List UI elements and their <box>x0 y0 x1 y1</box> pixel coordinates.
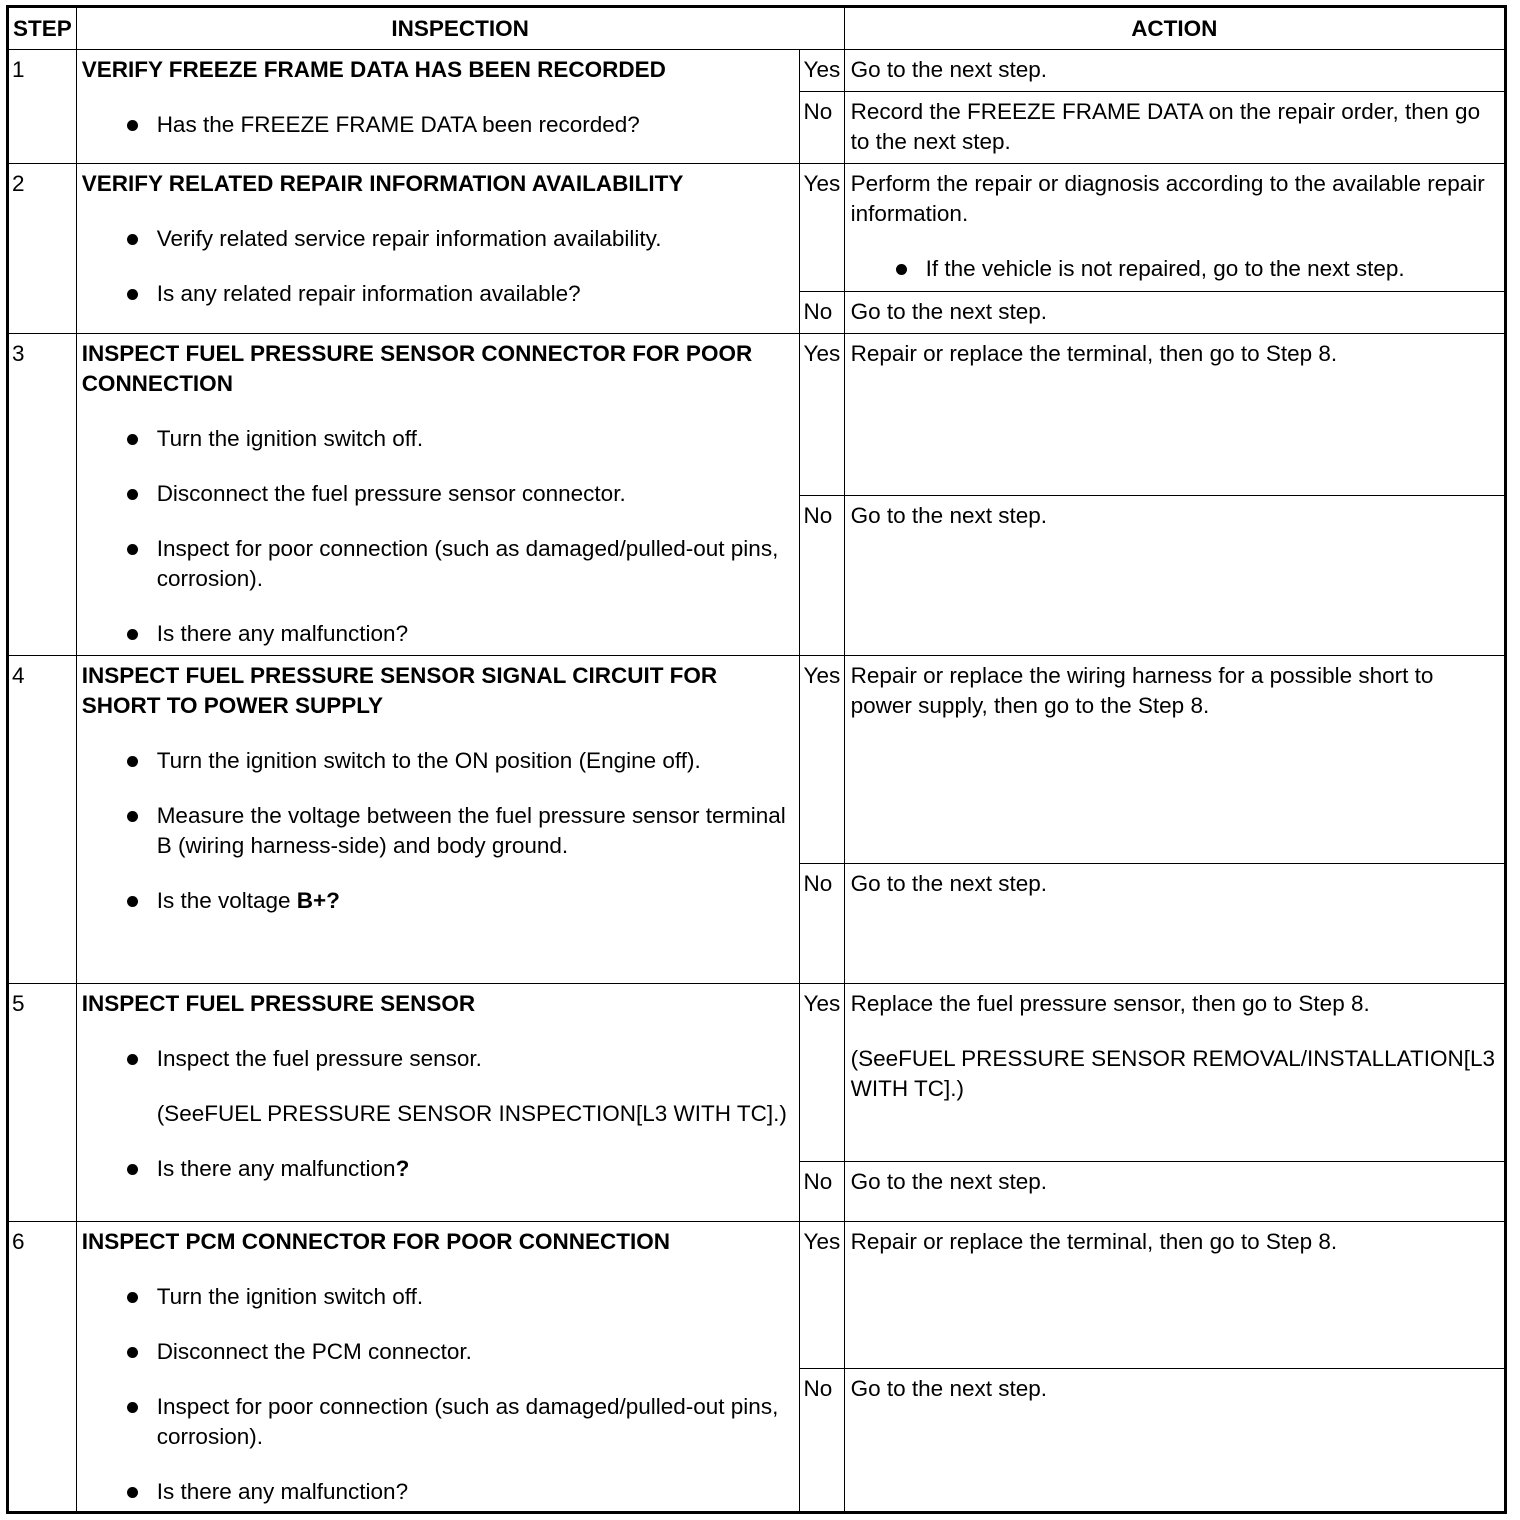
no-label: No <box>799 292 844 334</box>
step-inspection <box>76 50 799 164</box>
no-label: No <box>799 1162 844 1222</box>
yes-action: Go to the next step. <box>844 50 1505 92</box>
bullet-item: Is there any malfunction? <box>82 619 789 649</box>
bullet-item <box>82 1154 789 1184</box>
no-label: No <box>799 864 844 984</box>
no-label: No <box>799 1368 844 1513</box>
inspection-bullets <box>82 1154 789 1184</box>
step-inspection <box>76 1222 799 1513</box>
header-inspection: INSPECTION <box>76 7 844 50</box>
diagnostic-table <box>6 5 1507 1514</box>
yes-action: Repair or replace the terminal, then go to Step 8. <box>844 1222 1505 1369</box>
step-number: 1 <box>8 50 77 164</box>
diagnostic-procedure-sheet <box>6 5 1507 1514</box>
bullet-emphasis: B+? <box>296 888 340 913</box>
yes-label: Yes <box>799 1222 844 1369</box>
bullet-item: Inspect the fuel pressure sensor. <box>82 1044 789 1074</box>
yes-action: Replace the fuel pressure sensor, then go to Step 8. <box>850 991 1370 1016</box>
no-action: Go to the next step. <box>844 292 1505 334</box>
bullet-item: Is there any malfunction? <box>82 1477 789 1507</box>
reference-note: (SeeFUEL PRESSURE SENSOR INSPECTION[L3 WITH TC].) <box>156 1101 787 1126</box>
step-title: VERIFY RELATED REPAIR INFORMATION AVAILABILITY <box>81 171 684 196</box>
inspection-bullets <box>82 746 789 916</box>
inspection-bullets <box>82 424 789 649</box>
yes-label: Yes <box>799 656 844 864</box>
bullet-item: Measure the voltage between the fuel pressure sensor terminal B (wiring harness-side) and body ground. <box>82 801 789 861</box>
bullet-item: Inspect for poor connection (such as damaged/pulled-out pins, corrosion). <box>82 534 789 594</box>
step-inspection <box>76 334 799 656</box>
step-title: VERIFY FREEZE FRAME DATA HAS BEEN RECORDED <box>81 57 666 82</box>
yes-action: Repair or replace the terminal, then go to Step 8. <box>844 334 1505 496</box>
no-label: No <box>799 92 844 164</box>
reference-note: (SeeFUEL PRESSURE SENSOR REMOVAL/INSTALLATION[L3 WITH TC].) <box>850 1046 1495 1101</box>
bullet-item: Inspect for poor connection (such as damaged/pulled-out pins, corrosion). <box>82 1392 789 1452</box>
bullet-item: Verify related service repair information availability. <box>82 224 789 254</box>
bullet-text: Is the voltage <box>156 888 297 913</box>
step-1-yes-row <box>8 50 1506 92</box>
step-2-yes-row <box>8 164 1506 292</box>
no-action: Record the FREEZE FRAME DATA on the repair order, then go to the next step. <box>844 92 1505 164</box>
bullet-item: Turn the ignition switch to the ON position (Engine off). <box>82 746 789 776</box>
no-label: No <box>799 496 844 656</box>
step-title: INSPECT FUEL PRESSURE SENSOR SIGNAL CIRCUIT FOR SHORT TO POWER SUPPLY <box>81 663 718 718</box>
table-header-row <box>8 7 1506 50</box>
bullet-item: Disconnect the PCM connector. <box>82 1337 789 1367</box>
step-6-yes-row <box>8 1222 1506 1369</box>
header-action: ACTION <box>844 7 1505 50</box>
step-number: 5 <box>8 984 77 1222</box>
inspection-bullets <box>82 110 789 140</box>
bullet-text: Is there any malfunction <box>156 1156 396 1181</box>
step-inspection <box>76 984 799 1222</box>
no-action: Go to the next step. <box>844 496 1505 656</box>
bullet-item <box>82 886 789 916</box>
bullet-emphasis: ? <box>395 1156 410 1181</box>
step-number: 4 <box>8 656 77 984</box>
bullet-item: Disconnect the fuel pressure sensor connector. <box>82 479 789 509</box>
yes-action: Repair or replace the wiring harness for a possible short to power supply, then go to the Step 8. <box>844 656 1505 864</box>
step-4-yes-row <box>8 656 1506 864</box>
yes-label: Yes <box>799 50 844 92</box>
step-3-yes-row <box>8 334 1506 496</box>
no-action: Go to the next step. <box>844 1162 1505 1222</box>
no-action: Go to the next step. <box>844 1368 1505 1513</box>
bullet-item: Turn the ignition switch off. <box>82 1282 789 1312</box>
yes-label: Yes <box>799 984 844 1162</box>
header-step: STEP <box>8 7 77 50</box>
bullet-item: Is any related repair information available? <box>82 279 789 309</box>
yes-label: Yes <box>799 164 844 292</box>
step-title: INSPECT FUEL PRESSURE SENSOR CONNECTOR FOR POOR CONNECTION <box>81 341 753 396</box>
action-bullets <box>851 254 1496 284</box>
inspection-bullets <box>82 1044 789 1074</box>
bullet-item: Has the FREEZE FRAME DATA been recorded? <box>82 110 789 140</box>
step-title: INSPECT PCM CONNECTOR FOR POOR CONNECTION <box>81 1229 671 1254</box>
step-inspection <box>76 656 799 984</box>
step-number: 3 <box>8 334 77 656</box>
step-number: 2 <box>8 164 77 334</box>
inspection-bullets <box>82 1282 789 1507</box>
yes-action-cell <box>844 164 1505 292</box>
step-title: INSPECT FUEL PRESSURE SENSOR <box>81 991 476 1016</box>
step-5-yes-row <box>8 984 1506 1162</box>
inspection-bullets <box>82 224 789 309</box>
bullet-item: Turn the ignition switch off. <box>82 424 789 454</box>
yes-action-cell <box>844 984 1505 1162</box>
step-number: 6 <box>8 1222 77 1513</box>
step-inspection <box>76 164 799 334</box>
yes-label: Yes <box>799 334 844 496</box>
yes-action: Perform the repair or diagnosis according to the available repair information. <box>850 171 1485 226</box>
no-action: Go to the next step. <box>844 864 1505 984</box>
action-bullet-item: If the vehicle is not repaired, go to the next step. <box>851 254 1496 284</box>
